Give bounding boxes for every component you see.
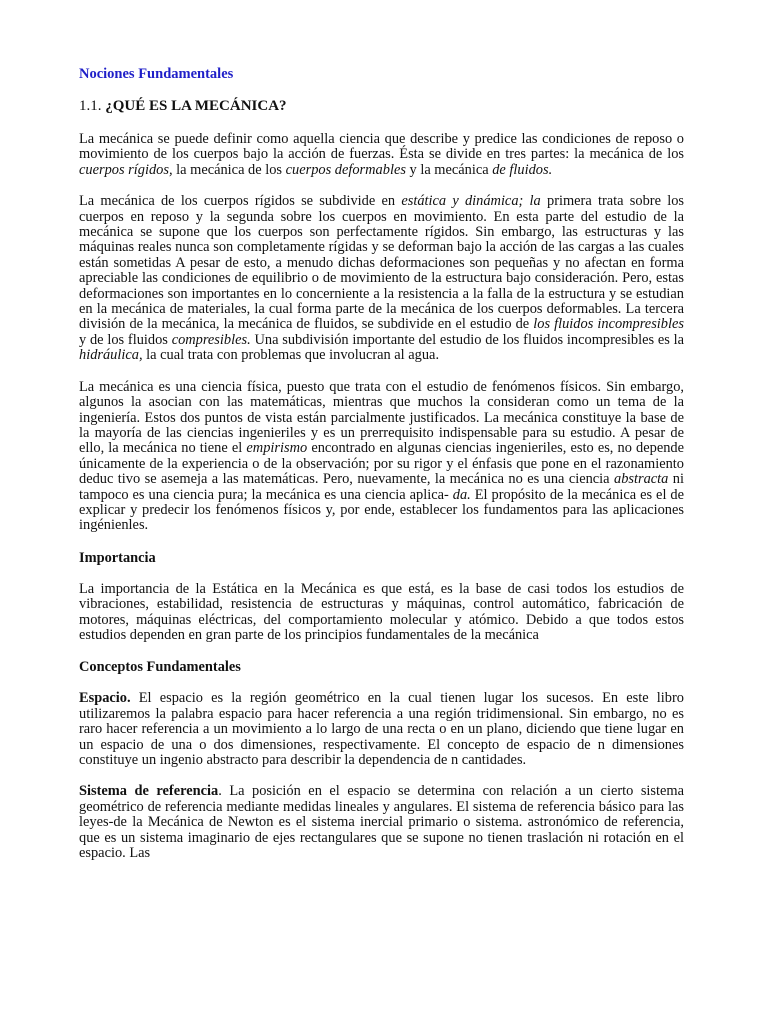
italic-term: cuerpos rígidos, (79, 161, 173, 178)
italic-term: compresibles. (171, 331, 251, 348)
text-run: encontrado en algunas ciencias ingenieriles, esto es, no depende únicamente de la experiencia o de la observación; por su rigor y el énfasis que pone en el razonamiento deduc tivo se asemeja a las matemáticas. Pero, nuevamente, la mecánica no es una ciencia (79, 440, 684, 488)
section-number: 1.1. (79, 98, 102, 114)
text-run: la cual trata con problemas que involucran al agua. (142, 347, 440, 364)
section-title: ¿QUÉ ES LA MECÁNICA? (105, 98, 287, 114)
paragraph-definition (79, 132, 684, 178)
italic-term: cuerpos deformables (285, 161, 406, 178)
italic-term: estática y dinámica; la (401, 193, 541, 210)
italic-term: abstracta (614, 471, 669, 488)
text-run: La mecánica es una ciencia física, puesto que trata con el estudio de fenómenos físicos. Sin embargo, algunos la asocian con las matemáticas, mientras que muchos la consideran como un tema de la ingeniería. Estos dos puntos de vista están parcialmente justificados. La mecánica constituye la base de la mayoría de las ciencias ingenieriles y es un prerrequisito indispensable para su estudio. A pesar de ello, la mecánica no tiene el (79, 378, 684, 457)
heading-conceptos: Conceptos Fundamentales (79, 659, 241, 676)
document-title: Nociones Fundamentales (79, 66, 234, 82)
paragraph-space (79, 691, 684, 768)
bold-term: Sistema de referencia (79, 783, 219, 800)
paragraph-rigid-bodies (79, 194, 684, 363)
text-run: La mecánica de los cuerpos rígidos se subdivide en (79, 193, 402, 210)
italic-term: empirismo (246, 440, 308, 457)
text-run: la mecánica de los (172, 161, 286, 178)
italic-term: de fluidos. (492, 161, 553, 178)
text-run: El propósito de la mecánica es el de explicar y predecir los fenómenos físicos y, por ende, establecer los fundamentos para las aplicaciones ingénienles. (79, 486, 685, 534)
text-run: . La posición en el espacio se determina con relación a un cierto sistema geométrico de referencia mediante medidas lineales y angulares. El sistema de referencia básico para las leyes-de la Mecánica de Newton es el sistema inercial primario o sistema. astronómico de referencia, que es un sistema imaginario de ejes rectangulares que se supone no tienen traslación ni rotación en el espacio. Las (79, 783, 684, 862)
text-run: y la mecánica (405, 161, 493, 178)
text-run: La mecánica se puede definir como aquella ciencia que describe y predice las condiciones de reposo o movimiento de los cuerpos bajo la acción de fuerzas. Ésta se divide en tres partes: la mecánica de los (79, 131, 684, 163)
text-run: Una subdivisión importante del estudio de los fluidos incompresibles es la (250, 331, 684, 348)
heading-importancia: Importancia (79, 549, 156, 566)
text-run: El espacio es la región geométrico en la cual tienen lugar los sucesos. En este libro utilizaremos la palabra espacio para hacer referencia a una región tridimensional. Sin embargo, no es raro hacer referencia a un movimiento a lo largo de una recta o en un plano, diciendo que tiene lugar en un espacio de una o dos dimensiones, respectivamente. El concepto de espacio de n dimensiones constituye un ingenio abstracto para describir la dependencia de n cantidades. (79, 690, 684, 768)
text-run: primera trata sobre los cuerpos en reposo y la segunda sobre los cuerpos en movimiento. En esta parte del estudio de la mecánica se supone que los cuerpos son perfectamente rígidos. Sin embargo, las estructuras y las máquinas reales nunca son completamente rígidas y se deforman bajo la acción de las cargas a las cuales están sometidas A pesar de esto, a menudo dichas deformaciones son pequeñas y no afectan en forma apreciable las condiciones de equilibrio o de movimiento de la estructura bajo consideración. Pero, estas deformaciones son importantes en lo concerniente a la resistencia a la falla de la estructura y se estudian en la mecánica de materiales, la cual forma parte de la mecánica de los cuerpos deformables. La tercera división de la mecánica, la mecánica de fluidos, se subdivide en el estudio de (79, 193, 684, 333)
section-heading (79, 97, 684, 115)
paragraph-importance: La importancia de la Estática en la Mecánica es que está, es la base de casi todos los estudios de vibraciones, estabilidad, resistencia de estructuras y máquinas, control automático, fabricación de motores, máquinas eléctricas, del comportamiento molecular y atómico. Debido a que todos estos estudios dependen en gran parte de los principios fundamentales de la mecánica (79, 580, 684, 643)
italic-term: los fluidos incompresibles (533, 316, 684, 333)
text-run: ni tampoco es una ciencia pura; la mecánica es una ciencia aplica- (79, 471, 684, 503)
paragraph-physical-science (79, 380, 684, 534)
italic-term: da. (452, 486, 471, 503)
paragraph-reference-system (79, 784, 684, 861)
bold-term: Espacio. (79, 690, 131, 707)
italic-term: hidráulica, (79, 347, 143, 364)
text-run: y de los fluidos (79, 331, 172, 348)
